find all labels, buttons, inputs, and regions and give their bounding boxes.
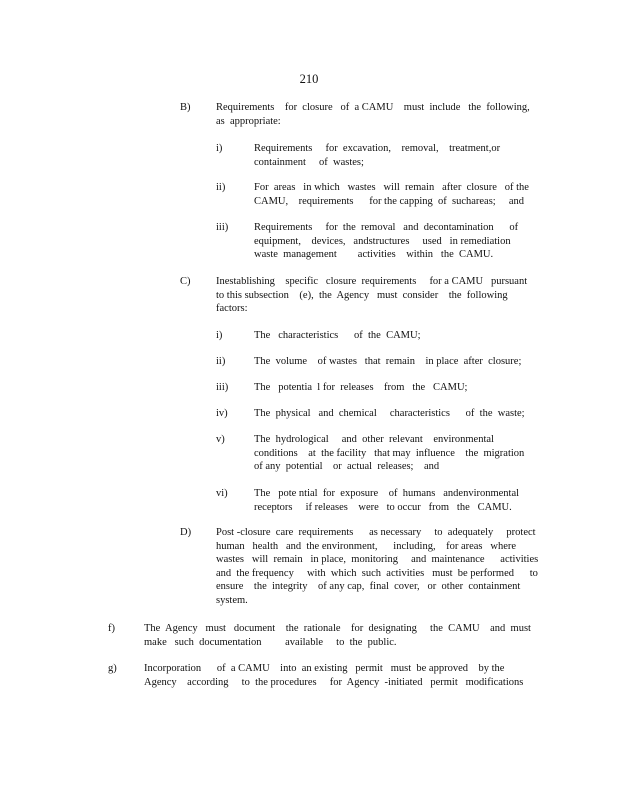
item-label: iii) xyxy=(216,222,229,233)
paragraph-d xyxy=(180,526,550,610)
item-label: vi) xyxy=(216,488,228,499)
item-label: iii) xyxy=(216,382,229,393)
paragraph-c-item-v xyxy=(216,433,536,475)
item-line: The volume of wastes that remain in place after closure; xyxy=(254,356,522,367)
paragraph-f-label: f) xyxy=(108,623,115,634)
item-line: conditions at the facility that may influence the migration xyxy=(254,447,525,459)
item-line: The pote ntial for exposure of humans andenvironmental xyxy=(254,488,520,499)
item-line: For areas in which wastes will remain after closure of the xyxy=(254,182,529,193)
paragraph-d-line: and the frequency with which such activities must be performed to xyxy=(216,567,538,579)
paragraph-d-line: human health and the environment, including, for areas where xyxy=(216,540,517,552)
paragraph-d-line: wastes will remain in place, monitoring and maintenance activities xyxy=(216,554,539,566)
paragraph-c-item-iii xyxy=(216,381,536,395)
page-number: 210 xyxy=(299,72,319,86)
paragraph-d-line: ensure the integrity of any cap, final cover, or other containment xyxy=(216,581,521,593)
paragraph-b-line: as appropriate: xyxy=(216,115,281,127)
item-line: The hydrological and other relevant environmental xyxy=(254,434,494,445)
paragraph-c xyxy=(180,275,540,317)
item-label: v) xyxy=(216,434,225,445)
paragraph-g-label: g) xyxy=(108,663,117,674)
item-line: The physical and chemical characteristics of the waste; xyxy=(254,408,525,419)
item-line: waste management activities within the CAMU. xyxy=(254,249,494,261)
item-line: CAMU, requirements for the capping of suchareas; and xyxy=(254,195,525,207)
item-label: i) xyxy=(216,143,223,154)
paragraph-b-label: B) xyxy=(180,102,191,113)
item-line: equipment, devices, andstructures used in remediation xyxy=(254,235,511,247)
paragraph-g xyxy=(108,662,528,690)
item-line: The potentia l for releases from the CAMU; xyxy=(254,382,468,393)
item-label: iv) xyxy=(216,408,228,419)
item-line: The characteristics of the CAMU; xyxy=(254,330,421,341)
paragraph-g-line: Incorporation of a CAMU into an existing permit must be approved by the xyxy=(144,663,505,674)
paragraph-f xyxy=(108,622,531,650)
paragraph-b-item-iii xyxy=(216,221,536,263)
paragraph-c-line: to this subsection (e), the Agency must consider the following xyxy=(216,289,508,301)
paragraph-c-item-i xyxy=(216,329,536,343)
paragraph-c-item-ii xyxy=(216,355,536,369)
paragraph-b-line: Requirements for closure of a CAMU must include the following, xyxy=(216,102,530,113)
paragraph-c-item-vi xyxy=(216,487,536,515)
item-line: Requirements for the removal and decontamination of xyxy=(254,222,519,233)
item-line: receptors if releases were to occur from the CAMU. xyxy=(254,501,512,513)
item-line: containment of wastes; xyxy=(254,156,364,168)
item-line: Requirements for excavation, removal, treatment,or xyxy=(254,143,501,154)
paragraph-d-label: D) xyxy=(180,527,192,538)
item-label: i) xyxy=(216,330,223,341)
paragraph-b-item-ii xyxy=(216,181,536,209)
paragraph-b-item-i xyxy=(216,142,536,170)
paragraph-c-label: C) xyxy=(180,276,191,287)
paragraph-b xyxy=(180,101,540,129)
paragraph-c-line: factors: xyxy=(216,303,248,315)
paragraph-c-line: Inestablishing specific closure requirements for a CAMU pursuant xyxy=(216,276,528,287)
paragraph-c-item-iv xyxy=(216,407,536,421)
paragraph-f-line: make such documentation available to the public. xyxy=(144,636,397,648)
item-label: ii) xyxy=(216,182,226,193)
paragraph-d-line: Post -closure care requirements as necessary to adequately protect xyxy=(216,527,536,538)
paragraph-d-line: system. xyxy=(216,595,248,606)
item-label: ii) xyxy=(216,356,226,367)
paragraph-g-line: Agency according to the procedures for Agency -initiated permit modifications xyxy=(144,676,524,688)
item-line: of any potential or actual releases; and xyxy=(254,461,440,473)
paragraph-f-line: The Agency must document the rationale for designating the CAMU and must xyxy=(144,623,531,634)
